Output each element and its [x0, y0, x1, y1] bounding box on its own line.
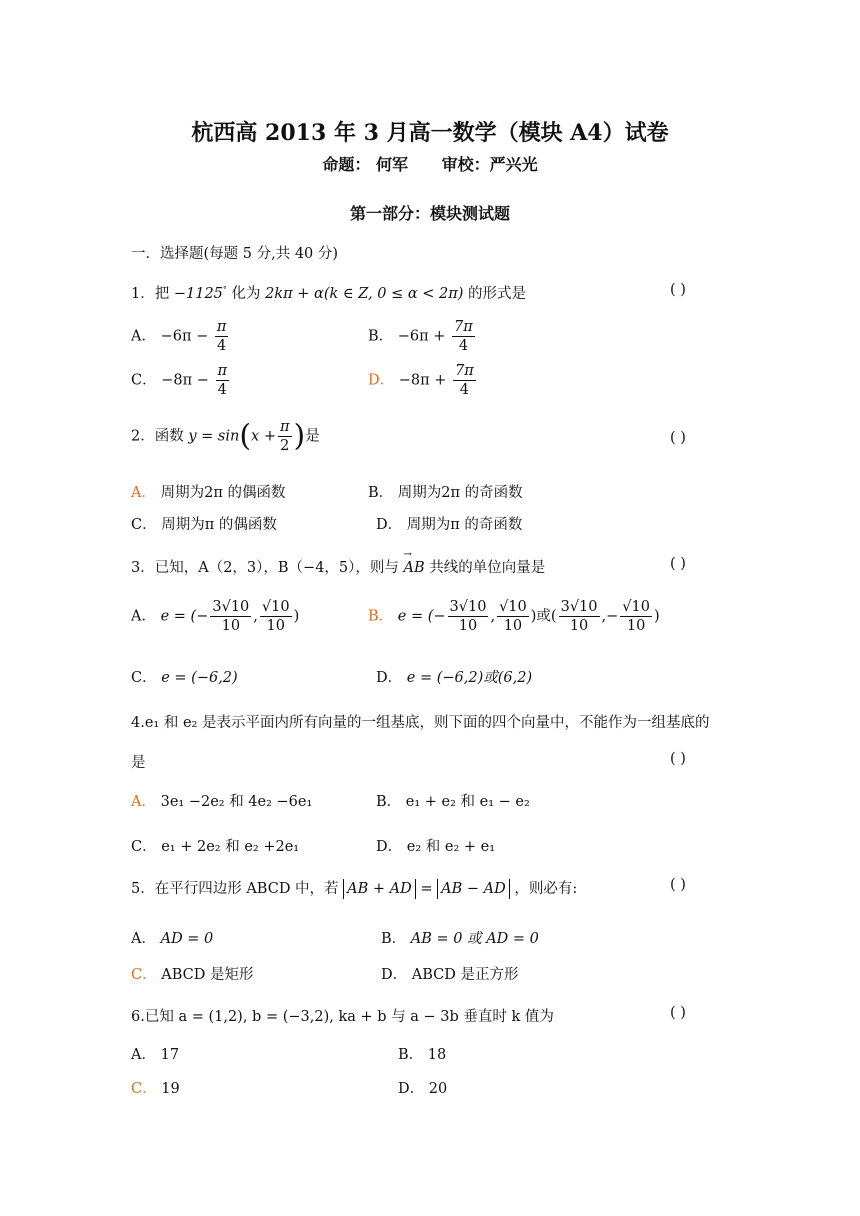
q1-b-letter: B． [368, 328, 394, 345]
q6-option-d [398, 1077, 447, 1098]
q5-eq: = [420, 881, 433, 897]
q6-c-letter: C． [131, 1081, 157, 1097]
q6-option-a [131, 1043, 179, 1064]
part-heading: 第一部分：模块测试题 [349, 204, 510, 223]
q1-c-den: 4 [217, 382, 227, 398]
q2-suffix: 是 [305, 428, 320, 445]
q2-b-text: 周期为2π 的奇函数 [397, 485, 523, 501]
q1-d-lead: −8π + [398, 372, 447, 389]
q4-b-letter: B． [376, 794, 402, 810]
q3-b-n3: 3√10 [560, 599, 598, 615]
q4-a-letter: A． [131, 794, 156, 810]
question-4-line-1: 4.e₁ 和 e₂ 是表示平面内所有向量的一组基底，则下面的四个向量中，不能作为一组基底的 [131, 715, 710, 731]
q2-option-a [131, 481, 285, 502]
q1-a-den: 4 [217, 338, 227, 354]
q4-c-text: e₁ + 2e₂ 和 e₂ +2e₁ [161, 839, 300, 855]
q6-option-b [398, 1043, 446, 1064]
setter: 命题： 何军 [322, 155, 408, 174]
q3-b-d1: 10 [458, 618, 478, 634]
q1-option-c [131, 362, 231, 399]
q3-option-a: A． e = (− $\frac{3√10}{10}$ , $\frac{√10}{10}$ ) [131, 599, 300, 634]
q5-c-letter: C． [131, 967, 157, 983]
q3-b-n1: 3√10 [449, 599, 487, 615]
q6-b-letter: B． [398, 1047, 424, 1063]
q3-b-mid: )或( [530, 608, 557, 625]
q5-option-d [381, 963, 518, 984]
q5-suffix: ，则必有: [514, 881, 578, 897]
exam-authors [0, 152, 860, 175]
q3-a-n1: 3√10 [212, 599, 250, 615]
question-5 [131, 877, 577, 898]
q3-b-d4: 10 [626, 618, 646, 634]
q4-option-a [131, 790, 312, 811]
q4-answer-blank: ( ) [670, 751, 686, 767]
q3-b-d2: 10 [503, 618, 523, 634]
q2-d-text: 周期为π 的奇函数 [406, 517, 523, 533]
q2-b-letter: B． [368, 485, 394, 501]
q2-func: y = sin [188, 428, 240, 445]
q2-option-c [131, 513, 277, 534]
q3-option-d [376, 666, 532, 687]
q2-prefix: 2．函数 [131, 428, 184, 445]
q1-b-den: 4 [458, 338, 469, 354]
q2-fraction [278, 418, 292, 455]
question-3 [131, 556, 545, 577]
question-4-line-2: 是 [131, 755, 146, 771]
q6-d-letter: D． [398, 1081, 425, 1097]
question-6: 6.已知 a = (1,2), b = (−3,2), ka + b 与 a − 3b 垂直时 k 值为 [131, 1009, 554, 1025]
q2-inner: x + [251, 428, 276, 445]
question-2: 2．函数 y = sin(x + $\frac{\pi}{2}$ )是 [131, 418, 320, 454]
q3-b-frac4 [620, 598, 652, 635]
q6-a-letter: A． [131, 1047, 156, 1063]
q3-b-frac1 [448, 598, 489, 635]
q3-text: 3．已知，A（2，3），B（−4，5），则与 [131, 560, 399, 576]
q4-a-text: 3e₁ −2e₂ 和 4e₂ −6e₁ [160, 794, 313, 810]
q5-d-text: ABCD 是正方形 [411, 967, 519, 983]
q6-b-text: 18 [427, 1047, 447, 1063]
q1-a-fraction [215, 318, 229, 355]
q1-suffix: 的形式是 [468, 286, 527, 302]
q5-c-text: ABCD 是矩形 [161, 967, 254, 983]
q3-a-letter: A． [131, 608, 156, 625]
q1-option-a [131, 318, 230, 355]
section-heading: 一．选择题(每题 5 分,共 40 分) [131, 246, 339, 262]
q1-c-lead: −8π − [161, 372, 209, 389]
q2-c-text: 周期为π 的偶函数 [161, 517, 277, 533]
q5-d-letter: D． [381, 967, 408, 983]
q1-b-lead: −6π + [397, 328, 446, 345]
q1-c-letter: C． [131, 372, 157, 389]
q5-option-b [381, 927, 539, 948]
q5-answer-blank: ( ) [670, 877, 686, 893]
q2-answer-blank: ( ) [670, 430, 686, 446]
q1-mid: 化为 [231, 286, 261, 302]
q1-c-num: π [217, 363, 228, 379]
q4-option-c [131, 835, 299, 856]
q1-angle: −1125 [173, 286, 223, 302]
q3-a-n2: √10 [261, 599, 290, 615]
q5-a-text: AD = 0 [160, 931, 214, 947]
q2-num: π [279, 419, 290, 435]
q2-option-b [368, 481, 523, 502]
q3-b-d3: 10 [569, 618, 589, 634]
q1-d-den: 4 [459, 382, 470, 398]
q3-b-n2: √10 [499, 599, 527, 615]
q5-prefix: 5．在平行四边形 ABCD 中，若 [131, 881, 339, 897]
q1-b-num: 7π [454, 319, 473, 335]
q1-option-b [368, 318, 477, 355]
q3-a-d1: 10 [221, 618, 241, 634]
q2-c-letter: C． [131, 517, 157, 533]
q1-a-letter: A． [131, 328, 156, 345]
exam-title: 杭西高 2013 年 3 月高一数学（模块 A4）试卷 [191, 120, 669, 146]
q3-b-e: e = (− [397, 608, 446, 625]
q4-b-text: e₁ + e₂ 和 e₁ − e₂ [405, 794, 530, 810]
q3-option-b: B． e = (− $\frac{3√10}{10}$ , $\frac{√10}{10}$ )或( $\frac{3√10}{10}$ ,− $\frac{√10}{10}$ ) [368, 599, 660, 634]
q1-prefix: 1．把 [131, 286, 170, 302]
q2-d-letter: D． [376, 517, 403, 533]
q3-b-frac3 [559, 598, 600, 635]
q4-option-d [376, 835, 495, 856]
q5-lhs: AB + AD [343, 879, 416, 899]
q4-option-b [376, 790, 530, 811]
q1-answer-blank: ( ) [670, 282, 686, 298]
q5-option-a [131, 927, 213, 948]
q3-suffix: 共线的单位向量是 [429, 560, 546, 576]
q1-d-num: 7π [455, 363, 474, 379]
q5-b-letter: B． [381, 931, 407, 947]
q2-a-letter: A． [131, 485, 156, 501]
q5-option-c [131, 963, 253, 984]
q3-vector: → AB [404, 560, 425, 576]
q1-b-fraction [452, 318, 475, 355]
q4-c-letter: C． [131, 839, 157, 855]
q1-a-lead: −6π − [160, 328, 209, 345]
q3-d-text: e = (−6,2)或(6,2) [406, 670, 533, 686]
q3-a-d2: 10 [266, 618, 285, 634]
reviewer: 审校：严兴光 [441, 155, 538, 174]
q3-a-frac1 [210, 598, 251, 635]
q5-b-text: AB = 0 或 AD = 0 [410, 931, 539, 947]
q2-den: 2 [280, 438, 290, 454]
q6-a-text: 17 [160, 1047, 180, 1063]
q1-form: 2kπ + α(k ∈ Z, 0 ≤ α < 2π) [265, 286, 464, 302]
q5-a-letter: A． [131, 931, 156, 947]
question-1: 1．把 −1125° 化为 2kπ + α(k ∈ Z, 0 ≤ α < 2π) 的形式是 [131, 285, 527, 302]
q1-option-d [368, 362, 478, 399]
q6-c-text: 19 [161, 1081, 180, 1097]
q3-b-n4: √10 [622, 599, 650, 615]
q3-c-letter: C． [131, 670, 157, 686]
q3-b-frac2 [497, 598, 529, 635]
q1-c-fraction [216, 362, 230, 399]
q1-a-num: π [216, 319, 227, 335]
q3-a-close: ) [293, 608, 300, 625]
q3-answer-blank: ( ) [670, 556, 686, 572]
q1-d-fraction [453, 362, 476, 399]
q5-rhs: AB − AD [437, 879, 510, 899]
q3-a-e: e = (− [160, 608, 209, 625]
q3-d-letter: D． [376, 670, 403, 686]
q3-c-text: e = (−6,2) [161, 670, 238, 686]
q2-a-text: 周期为2π 的偶函数 [160, 485, 286, 501]
q3-b-close: ) [653, 608, 660, 625]
q4-d-text: e₂ 和 e₂ + e₁ [406, 839, 496, 855]
q6-d-text: 20 [428, 1081, 448, 1097]
q3-b-letter: B． [368, 608, 394, 625]
q3-option-c [131, 666, 238, 687]
q6-option-c [131, 1077, 180, 1098]
q3-a-frac2 [260, 598, 292, 635]
q4-d-letter: D． [376, 839, 403, 855]
q6-answer-blank: ( ) [670, 1005, 686, 1021]
q1-d-letter: D． [368, 372, 395, 389]
q2-option-d [376, 513, 522, 534]
